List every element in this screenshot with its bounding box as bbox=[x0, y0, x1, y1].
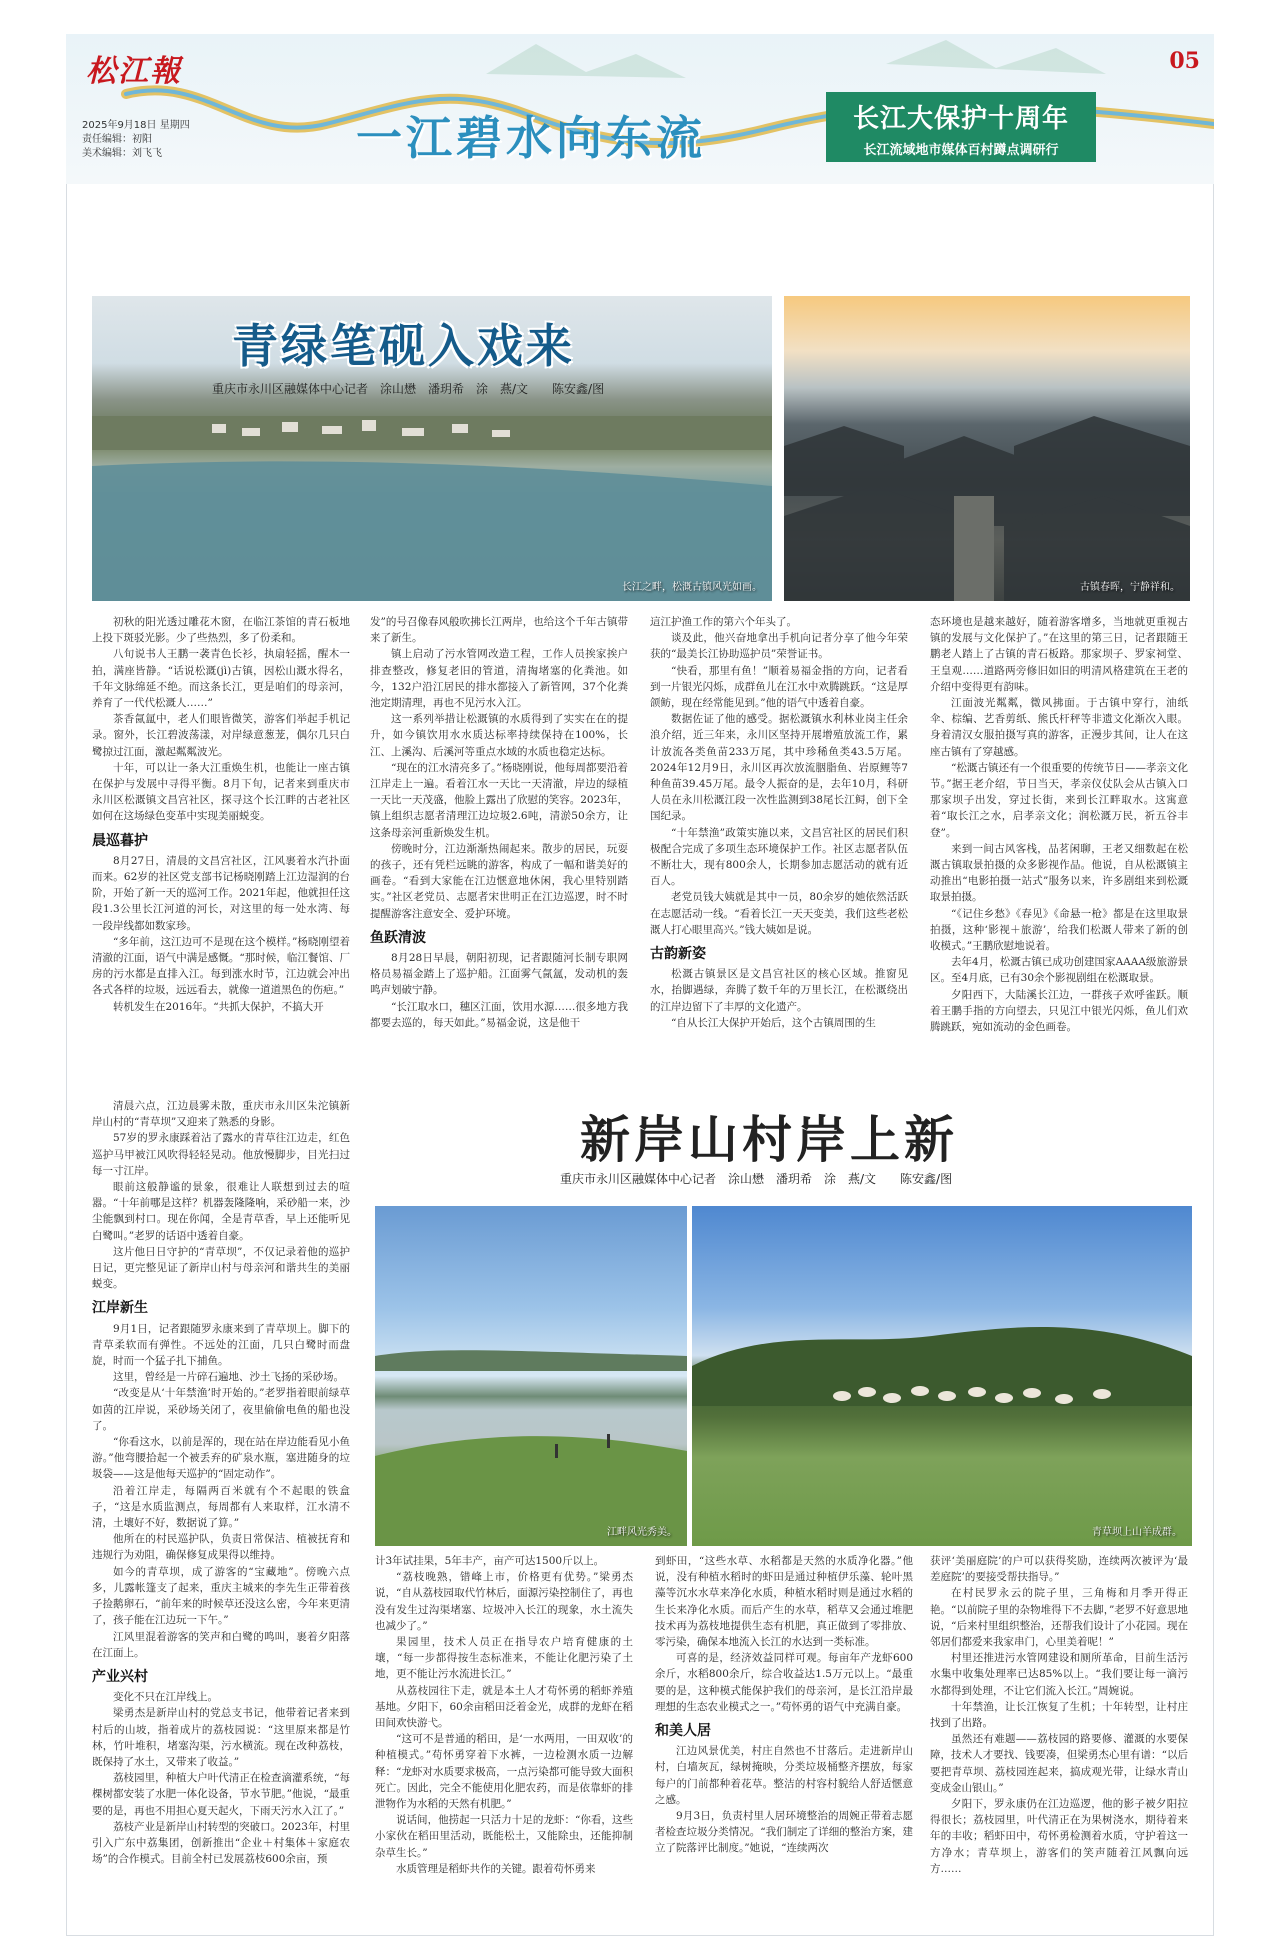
section-heading: 鱼跃清波 bbox=[370, 929, 426, 946]
paragraph: 转机发生在2016年。“共抓大保护，不搞大开 bbox=[113, 1000, 324, 1013]
paragraph: 在村民罗永云的院子里，三角梅和月季开得正艳。“以前院子里的杂物堆得下不去脚，”老罗不好意思地说，“后来村里组织整治，还帮我们设计了小花园。现在邻居们都爱来我家串门，心里美着呢！” bbox=[930, 1587, 1188, 1649]
section-heading: 古韵新姿 bbox=[650, 946, 706, 963]
paragraph: 计3年试挂果，5年丰产，亩产可达1500斤以上。 bbox=[375, 1555, 605, 1567]
paragraph: 清晨六点，江边晨雾未散，重庆市永川区朱沱镇新岸山村的“青草坝”又迎来了熟悉的身影。 bbox=[92, 1100, 350, 1129]
article2-column-2 bbox=[375, 1553, 633, 1877]
paragraph: 果园里，技术人员正在指导农户培育健康的土壤，“每一步都得按生态标准来，不能让化肥污染了土地，更不能让污水流进长江。” bbox=[375, 1636, 633, 1681]
article2-column-3 bbox=[655, 1553, 913, 1857]
paragraph: 8月28日早晨，朝阳初现，记者跟随河长制专职网格员易福金踏上了巡护船。江面雾气氤氲，发动机的轰鸣声划破宁静。 bbox=[370, 952, 628, 997]
paragraph: 获评‘美丽庭院’的户可以获得奖励，连续两次被评为‘最差庭院’的要接受帮扶指导。” bbox=[930, 1555, 1188, 1584]
paragraph: 松溉古镇景区是文昌宫社区的核心区域。推窗见水，抬脚遇绿，奔腾了数千年的万里长江，在松溉绕出的江岸边留下了丰厚的文化遗产。 bbox=[650, 968, 908, 1013]
article1-column-4 bbox=[930, 614, 1188, 1035]
paragraph: “改变是从‘十年禁渔’时开始的。”老罗指着眼前绿草如茵的江岸说，采砂场关闭了，夜里偷偷电鱼的船也没了。 bbox=[92, 1387, 350, 1432]
issue-date: 2025年9月18日 星期四 bbox=[82, 120, 190, 131]
paragraph: 沿着江岸走，每隔两百米就有个不起眼的铁盒子，“这是水质监测点，每周都有人来取样，江水清不清，土壤好不好，数据说了算。” bbox=[92, 1484, 350, 1530]
article1-column-2 bbox=[370, 614, 628, 1031]
paragraph: 虽然还有难题——荔枝园的路要修、灌溉的水要保障，技术人才要找、钱要凑，但梁勇杰心里有谱：“以后要把青草坝、荔枝园连起来，搞成观光带，让绿水青山变成金山银山。” bbox=[930, 1733, 1188, 1794]
article1-header bbox=[92, 296, 772, 406]
campaign-title: 长江大保护十周年 bbox=[852, 104, 1069, 134]
paragraph: “多年前，这江边可不是现在这个模样。”杨晓刚望着清澈的江面，语气中满是感慨。“那时候，临江餐馆、厂房的污水都是直排入江。每到涨水时节，江边就会冲出各式各样的垃圾，远远看去，就像一道道黑色的伤疤。” bbox=[92, 935, 350, 997]
paragraph: 村里还推进污水管网建设和厕所革命，目前生活污水集中收集处理率已达85%以上。“我们要让每一滴污水都得到处理，不让它们流入长江。”周婉说。 bbox=[930, 1652, 1188, 1697]
section-heading: 和美人居 bbox=[655, 1723, 711, 1740]
photo4-caption: 青草坝上山羊成群。 bbox=[1092, 1527, 1182, 1538]
article1-title: 青绿笔砚入戏来 bbox=[232, 319, 575, 373]
paragraph: 57岁的罗永康踩着沾了露水的青草往江边走，红色巡护马甲被江风吹得轻轻晃动。他放慢脚步，目光扫过每一寸江岸。 bbox=[92, 1132, 350, 1177]
paragraph: “自从长江大保护开始后，这个古镇周围的生 bbox=[671, 1016, 876, 1029]
paragraph: 梁勇杰是新岸山村的党总支书记，他带着记者来到村后的山坡，指着成片的荔枝园说：“这里原来都是竹林，竹叶堆积，堵塞沟渠，污水横流。现在改种荔枝，既保持了水土，又带来了收益。” bbox=[92, 1707, 350, 1768]
paragraph: 老党员钱大姨就是其中一员，80余岁的她依然活跃在志愿活动一线。“看着长江一天天变美，我们这些老松溉人打心眼里高兴。”钱大姨如是说。 bbox=[650, 891, 908, 936]
article2-title: 新岸山村岸上新 bbox=[580, 1111, 958, 1169]
paragraph: 初秋的阳光透过雕花木窗，在临江茶馆的青石板地上投下斑驳光影。少了些热烈，多了份柔和。 bbox=[92, 616, 350, 645]
section-heading: 产业兴村 bbox=[92, 1668, 148, 1685]
section-heading: 江岸新生 bbox=[92, 1300, 148, 1317]
paragraph: 9月1日，记者跟随罗永康来到了青草坝上。脚下的青草柔软而有弹性。不远处的江面，几只白鹭时而盘旋，时而一个猛子扎下捕鱼。 bbox=[92, 1322, 350, 1368]
paragraph: 到虾田，“这些水草、水稻都是天然的水质净化器。”他说，没有种植水稻时的虾田是通过种植伊乐藻、轮叶黑藻等沉水水草来净化水质，种植水稻时则是通过水稻的生长来净化水质。而后产生的水草，稻草又会通过堆肥技术再为荔枝地提供生态有机肥，真正做到了零排放、零污染，确保本地流入长江的水达到一类标准。 bbox=[655, 1555, 913, 1649]
paragraph: 镇上启动了污水管网改造工程，工作人员挨家挨户排查整改，修复老旧的管道，清掏堵塞的化粪池。如今，132户沿江居民的排水都接入了新管网，37个化粪池定期清理，再也不见污水入江。 bbox=[370, 648, 628, 710]
paragraph: 变化不只在江岸线上。 bbox=[113, 1691, 218, 1704]
paragraph: 从荔枝园往下走，就是本土人才苟怀勇的稻虾养殖基地。夕阳下，60余亩稻田泛着金光，成群的龙虾在稻田间欢快游弋。 bbox=[375, 1684, 633, 1730]
riverbank-art bbox=[375, 1206, 687, 1546]
paragraph: 夕阳下，罗永康仍在江边巡逻，他的影子被夕阳拉得很长；荔枝园里，叶代清正在为果树浇水，期待着来年的丰收；稻虾田中，苟怀勇检测着水质，守护着这一方净水；青草坝上，游客们的笑声随着江风飘向远方…… bbox=[930, 1798, 1188, 1875]
paragraph: “松溉古镇还有一个很重要的传统节日——孝亲文化节。”据王老介绍，节日当天，孝亲仪仗队会从古镇入口那家坝子出发，穿过长街，来到长江畔取水。这寓意着“取长江之水，启孝亲文化；润松溉万民，祈五谷丰登”。 bbox=[930, 761, 1188, 839]
paragraph: 江边风景优美，村庄自然也不甘落后。走进新岸山村，白墙灰瓦，绿树掩映，分类垃圾桶整齐摆放，每家每户的门前都种着花草。整洁的村容村貌给人舒适惬意之感。 bbox=[655, 1745, 913, 1806]
paragraph: 这片他日日守护的“青草坝”，不仅记录着他的巡护日记，更完整见证了新岸山村与母亲河和谐共生的美丽蜕变。 bbox=[92, 1245, 350, 1291]
paragraph: “长江取水口，穗区江面，饮用水源……很多地方我都要去巡的，每天如此。”易福金说，这是他干 bbox=[370, 1000, 628, 1029]
page-number: 05 bbox=[1169, 48, 1200, 74]
newspaper-logo: 松江報 bbox=[86, 54, 182, 89]
article2-byline: 重庆市永川区融媒体中心记者 涂山懋 潘玥希 涂 燕/文 陈安鑫/图 bbox=[560, 1172, 953, 1186]
paragraph: “十年禁渔”政策实施以来，文昌宫社区的居民们积极配合完成了多项生态环境保护工作。社区志愿者队伍不断壮大，现有800余人，长期参加志愿活动的就有近百人。 bbox=[650, 826, 908, 888]
photo3-caption: 江畔风光秀美。 bbox=[607, 1527, 677, 1538]
paragraph: 来到一间古风客栈，品茗闲聊，王老又细数起在松溉古镇取景拍摄的众多影视作品。他说，自从松溉镇主动推出“电影拍摄一站式”服务以来，许多剧组来到松溉取景拍摄。 bbox=[930, 842, 1188, 904]
paragraph: 这里，曾经是一片碎石遍地、沙土飞扬的采砂场。 bbox=[113, 1371, 344, 1384]
paragraph: 谈及此，他兴奋地拿出手机向记者分享了他今年荣获的“最美长江协助巡护员”荣誉证书。 bbox=[650, 632, 908, 661]
campaign-badge bbox=[826, 92, 1096, 162]
paragraph: 江面波光粼粼，微风拂面。于古镇中穿行，油纸伞、棕编、艺香剪纸、熊氏杆秤等非遗文化渐次入眼。身着清汉女服拍摄写真的游客，正漫步其间，让人在这座古镇有了穿越感。 bbox=[930, 697, 1188, 758]
paragraph: 這江护渔工作的第六个年头了。 bbox=[650, 616, 797, 628]
paragraph: 夕阳西下，大陆溪长江边，一群孩子欢呼雀跃。顺着王鹏手指的方向望去，只见江中银光闪烁，鱼儿们欢腾跳跃，宛如流动的金色画卷。 bbox=[930, 988, 1188, 1034]
article1-column-3 bbox=[650, 614, 908, 1031]
paragraph: 这一系列举措让松溉镇的水质得到了实实在在的提升，如今镇饮用水水质达标率持续保持在100%，长江、上溪沟、后溪河等重点水域的水质也稳定达标。 bbox=[370, 713, 628, 758]
grassland-art bbox=[692, 1206, 1192, 1546]
paragraph: “现在的江水清亮多了。”杨晓刚说，他每周都要沿着江岸走上一遍。看着江水一天比一天清澈，岸边的绿植一天比一天茂盛，他脸上露出了欣慰的笑容。2023年，镇上组织志愿者清理江边垃圾2.6吨，清淤50余方，让这条母亲河重新焕发生机。 bbox=[370, 761, 628, 839]
section-heading: 晨巡暮护 bbox=[92, 832, 148, 849]
paragraph: “荔枝晚熟，错峰上市，价格更有优势。”梁勇杰说，“自从荔枝园取代竹林后，面源污染控制住了，再也没有发生过沟渠堵塞、垃圾冲入长江的现象，水土流失也减少了。” bbox=[375, 1571, 633, 1632]
paragraph: 眼前这般静谧的景象，很难让人联想到过去的喧嚣。“十年前哪是这样？机器轰隆隆响，采砂船一来，沙尘能飘到村口。现在你闻，全是青草香，早上还能听见白鹭叫。”老罗的话语中透着自豪。 bbox=[92, 1181, 350, 1242]
rooftops-art bbox=[784, 296, 1190, 601]
paragraph: 8月27日，清晨的文昌宫社区，江风裹着水汽扑面而来。62岁的社区党支部书记杨晓刚踏上江边湿润的台阶，开始了新一天的巡河工作。2021年起，他就担任这段1.3公里长江河道的河长，对这里的每一处水湾、每一段岸线都如数家珍。 bbox=[92, 854, 350, 932]
paragraph: 茶香氤氲中，老人们眼皆微笑，游客们举起手机记录。窗外，长江碧波荡漾，对岸绿意葱茏，偶尔几只白鹭掠过江面，激起粼粼波光。 bbox=[92, 713, 350, 758]
photo1-caption: 长江之畔，松溉古镇风光如画。 bbox=[622, 582, 762, 593]
paragraph: 数据佐证了他的感受。据松溉镇水利林业岗主任余浪介绍，近三年来，永川区坚持开展增殖放流工作，累计放流各类鱼苗233万尾，其中珍稀鱼类43.5万尾。2024年12月9日，永川区再次放流胭脂鱼、岩原鲤等7种鱼苗39.45万尾。最令人振奋的是，去年10月，科研人员在永川松溉江段一次性监测到38尾长江鲟，创下全国纪录。 bbox=[650, 713, 908, 823]
paragraph: 去年4月，松溉古镇已成功创建国家AAAA级旅游景区。至4月底，已有30余个影视剧组在松溉取景。 bbox=[930, 956, 1188, 985]
goats-on-grassland-photo bbox=[692, 1206, 1192, 1546]
paragraph: 十年禁渔，让长江恢复了生机；十年转型，让村庄找到了出路。 bbox=[930, 1700, 1188, 1730]
paragraph: “《记住乡愁》《春见》《命悬一枪》都是在这里取景拍摄，这种‘影视＋旅游’，给我们松溉人带来了新的创收模式。”王鹏欣慰地说着。 bbox=[930, 907, 1188, 953]
paragraph: 江风里混着游客的笑声和白鹭的鸣叫，裹着夕阳落在江面上。 bbox=[92, 1630, 350, 1659]
paragraph: 态环境也是越来越好，随着游客增多，当地就更重视古镇的发展与文化保护了。”在这里的第三日，记者跟随王鹏老人踏上了古镇的青石板路。那家坝子、罗家祠堂、王皇观……道路两旁修旧如旧的明清风格建筑在王老的介绍中变得更有韵味。 bbox=[930, 616, 1188, 693]
paragraph: 可喜的是，经济效益同样可观。每亩年产龙虾600余斤，水稻800余斤，综合收益达1.5万元以上。“最重要的是，这种模式能保护我们的母亲河，是长江沿岸最理想的生态农业模式之一。”苟怀勇的语气中充满自豪。 bbox=[655, 1652, 913, 1713]
paragraph: “你看这水，以前是浑的，现在站在岸边能看见小鱼游。”他弯腰拾起一个被丢弃的矿泉水瓶，塞进随身的垃圾袋——这是他每天巡护的“固定动作”。 bbox=[92, 1436, 350, 1481]
article1-byline: 重庆市永川区融媒体中心记者 涂山懋 潘玥希 涂 燕/文 陈安鑫/图 bbox=[212, 382, 605, 396]
paragraph: 说话间，他捞起一只活力十足的龙虾：“你看，这些小家伙在稻田里活动，既能松土，又能除虫，还能抑制杂草生长。” bbox=[375, 1814, 633, 1859]
paragraph: 十年，可以让一条大江重焕生机，也能让一座古镇在保护与发展中寻得平衡。8月下旬，记者来到重庆市永川区松溉镇文昌宫社区，探寻这个长江畔的古老社区如何在这场绿色变革中实现美丽蜕变。 bbox=[92, 761, 350, 823]
article2-column-1 bbox=[92, 1098, 350, 1867]
campaign-subtitle: 长江流域地市媒体百村蹲点调研行 bbox=[863, 143, 1059, 158]
paragraph: 如今的青草坝，成了游客的“宝藏地”。傍晚六点多，儿露帐篷支了起来，重庆主城来的李先生正带着孩子捡鹅卵石，“前年来的时候草还没这么密，今年来更清了，孩子能在江边玩一下午。” bbox=[92, 1565, 350, 1627]
paragraph: “这可不是普通的稻田，是‘一水两用，一田双收’的种植模式。”苟怀勇穿着下水裤，一边检测水质一边解释：“龙虾对水质要求极高，一点污染都可能导致大面积死亡。因此，完全不能使用化肥农药，而是依靠虾的排泄物作为水稻的天然有机肥。” bbox=[375, 1733, 633, 1811]
paragraph: 傍晚时分，江边渐渐热闹起来。散步的居民，玩耍的孩子，还有凭栏远眺的游客，构成了一幅和谐美好的画卷。“看到大家能在江边惬意地休闲，我心里特别踏实。”社区老党员、志愿者宋世明正在江边巡逻，时不时提醒游客注意安全、爱护环境。 bbox=[370, 842, 628, 920]
masthead bbox=[66, 34, 1214, 184]
paragraph: “快看，那里有鱼！”顺着易福金指的方向，记者看到一片银光闪烁，成群鱼儿在江水中欢腾跳跃。“这是厚颌鲂，现在经常能见到。”他的语气中透着自豪。 bbox=[650, 664, 908, 710]
paragraph: 他所在的村民巡护队，负责日常保洁、植被抚育和违规行为劝阻，确保修复成果得以维持。 bbox=[92, 1533, 350, 1562]
editor-credit: 责任编辑：初阳 bbox=[82, 134, 152, 145]
paragraph: 9月3日，负责村里人居环境整治的周婉正带着志愿者检查垃圾分类情况。“我们制定了详细的整治方案，建立了院落评比制度。”她说，“连续两次 bbox=[655, 1810, 913, 1855]
old-town-rooftops-photo bbox=[784, 296, 1190, 601]
paragraph: 发”的号召像春风般吹拂长江两岸，也给这个千年古镇带来了新生。 bbox=[370, 616, 628, 645]
paragraph: 八旬说书人王鹏一袭青色长衫，执扇轻摇，醒木一拍，满座皆静。“话说松溉(jì)古镇，因松山溉水得名，千年文脉绵延不绝。而这条长江，更是咱们的母亲河，养育了一代代松溉人……” bbox=[92, 648, 350, 710]
paragraph: 荔枝产业是新岸山村转型的突破口。2023年，村里引入广东中荔集团，创新推出“企业＋村集体＋家庭农场”的合作模式。目前全村已发展荔枝600余亩，预 bbox=[92, 1820, 350, 1866]
article2-column-4 bbox=[930, 1553, 1188, 1877]
riverbank-walkers-photo bbox=[375, 1206, 687, 1546]
paragraph: 水质管理是稻虾共作的关键。跟着苟怀勇来 bbox=[396, 1862, 596, 1875]
article1-column-1 bbox=[92, 614, 350, 1015]
paragraph: 荔枝园里，种植大户叶代清正在检查滴灌系统，“每棵树都安装了水肥一体化设备，节水节肥。”他说，“最重要的是，再也不用担心夏天起火，下雨天污水入江了。” bbox=[92, 1772, 350, 1817]
banner-title: 一江碧水向东流 bbox=[356, 111, 706, 165]
photo2-caption: 古镇春晖，宁静祥和。 bbox=[1080, 582, 1180, 593]
art-editor-credit: 美术编辑：刘飞飞 bbox=[82, 148, 162, 159]
